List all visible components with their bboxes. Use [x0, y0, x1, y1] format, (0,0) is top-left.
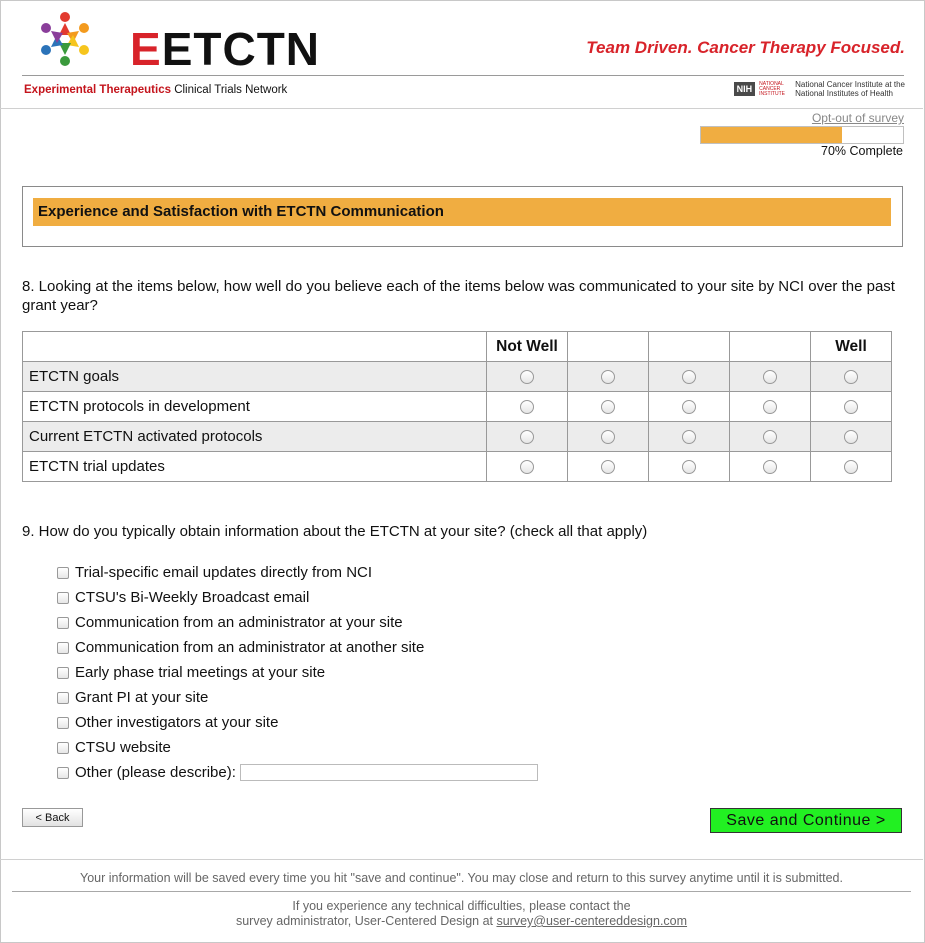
checkbox-label[interactable]: CTSU website: [75, 739, 171, 756]
question-8-matrix: [22, 331, 892, 482]
checkbox-option[interactable]: [57, 610, 538, 635]
section-header-box: [22, 186, 903, 247]
checkbox[interactable]: [57, 742, 69, 754]
matrix-row: [23, 392, 892, 422]
checkbox[interactable]: [57, 692, 69, 704]
contact-info: [0, 899, 923, 929]
header-bottom-divider: [0, 108, 923, 109]
checkbox-option-other[interactable]: [57, 760, 538, 785]
checkbox-option[interactable]: [57, 735, 538, 760]
progress-label: 70% Complete: [821, 144, 903, 158]
checkbox-option[interactable]: [57, 710, 538, 735]
nci-line2: National Institutes of Health: [795, 89, 893, 98]
scale-2-label: [568, 332, 649, 362]
checkbox-label[interactable]: Early phase trial meetings at your site: [75, 664, 326, 681]
checkbox-label[interactable]: Communication from an administrator at another site: [75, 639, 425, 656]
nci-text: [795, 80, 905, 98]
checkbox-option[interactable]: [57, 685, 538, 710]
checkbox[interactable]: [57, 617, 69, 629]
network-name-red: Experimental Therapeutics: [24, 84, 171, 96]
nih-badge: NIH: [734, 82, 756, 96]
checkbox-option[interactable]: [57, 585, 538, 610]
footer-divider: [0, 859, 923, 860]
progress-fill: [701, 127, 842, 143]
checkbox-label[interactable]: Other investigators at your site: [75, 714, 279, 731]
scale-low-label: Not Well: [487, 332, 568, 362]
scale-3-label: [649, 332, 730, 362]
contact-line1: If you experience any technical difficulties, please contact the: [292, 899, 631, 913]
other-describe-input[interactable]: [240, 764, 538, 781]
matrix-row-label: Current ETCTN activated protocols: [23, 422, 487, 452]
checkbox-label[interactable]: CTSU's Bi-Weekly Broadcast email: [75, 589, 310, 606]
back-button[interactable]: < Back: [22, 808, 83, 827]
checkbox-option[interactable]: [57, 635, 538, 660]
rating-radio[interactable]: [601, 430, 615, 444]
checkbox[interactable]: [57, 767, 69, 779]
question-9-text: 9. How do you typically obtain information about the ETCTN at your site? (check all that apply): [22, 523, 648, 540]
rating-radio[interactable]: [601, 370, 615, 384]
scale-high-label: Well: [811, 332, 892, 362]
scale-4-label: [730, 332, 811, 362]
etctn-logo: [30, 8, 321, 75]
matrix-header-blank: [23, 332, 487, 362]
matrix-row: [23, 422, 892, 452]
save-note: Your information will be saved every time you hit "save and continue". You may close and return to this survey anytime until it is submitted.: [80, 871, 843, 885]
contact-line2: survey administrator, User-Centered Design at: [235, 914, 497, 928]
rating-radio[interactable]: [763, 400, 777, 414]
rating-radio[interactable]: [682, 370, 696, 384]
question-8-text: 8. Looking at the items below, how well do you believe each of the items below was communicated to your site by NCI over the past grant year?: [22, 278, 895, 314]
rating-radio[interactable]: [520, 370, 534, 384]
checkbox[interactable]: [57, 717, 69, 729]
checkbox-option[interactable]: [57, 560, 538, 585]
checkbox-label[interactable]: Communication from an administrator at your site: [75, 614, 403, 631]
nci-line1: National Cancer Institute at the: [795, 80, 905, 89]
checkbox-label[interactable]: Other (please describe):: [75, 764, 236, 781]
matrix-row: [23, 452, 892, 482]
save-and-continue-button[interactable]: Save and Continue >: [710, 808, 902, 833]
network-name-rest: Clinical Trials Network: [171, 84, 288, 96]
logo-wordmark: EETCTN: [130, 23, 321, 75]
rating-radio[interactable]: [844, 460, 858, 474]
rating-radio[interactable]: [601, 400, 615, 414]
checkbox[interactable]: [57, 567, 69, 579]
header-divider: [22, 75, 904, 76]
section-title: Experience and Satisfaction with ETCTN Communication: [33, 198, 891, 226]
nih-branding: [734, 80, 905, 98]
people-circle-icon: [30, 8, 100, 70]
rating-radio[interactable]: [844, 400, 858, 414]
logo-text: ETCTN: [161, 23, 321, 75]
nci-mark: NATIONAL CANCER INSTITUTE: [759, 80, 785, 97]
matrix-row: [23, 362, 892, 392]
question-9-options: [57, 560, 538, 785]
matrix-row-label: ETCTN trial updates: [23, 452, 487, 482]
checkbox[interactable]: [57, 592, 69, 604]
tagline: Team Driven. Cancer Therapy Focused.: [586, 38, 905, 57]
rating-radio[interactable]: [844, 430, 858, 444]
rating-radio[interactable]: [520, 460, 534, 474]
rating-radio[interactable]: [682, 430, 696, 444]
contact-email-link[interactable]: survey@user-centereddesign.com: [496, 914, 688, 928]
rating-radio[interactable]: [763, 370, 777, 384]
rating-radio[interactable]: [520, 430, 534, 444]
matrix-header-row: [23, 332, 892, 362]
rating-radio[interactable]: [520, 400, 534, 414]
checkbox-option[interactable]: [57, 660, 538, 685]
network-name: [24, 84, 287, 96]
matrix-row-label: ETCTN goals: [23, 362, 487, 392]
matrix-row-label: ETCTN protocols in development: [23, 392, 487, 422]
rating-radio[interactable]: [682, 460, 696, 474]
progress-bar: [700, 126, 904, 144]
checkbox[interactable]: [57, 642, 69, 654]
rating-radio[interactable]: [601, 460, 615, 474]
opt-out-link[interactable]: Opt-out of survey: [811, 111, 904, 125]
rating-radio[interactable]: [682, 400, 696, 414]
footer-divider-2: [12, 891, 911, 892]
rating-radio[interactable]: [763, 460, 777, 474]
checkbox-label[interactable]: Trial-specific email updates directly from NCI: [75, 564, 373, 581]
rating-radio[interactable]: [844, 370, 858, 384]
rating-radio[interactable]: [763, 430, 777, 444]
checkbox-label[interactable]: Grant PI at your site: [75, 689, 209, 706]
checkbox[interactable]: [57, 667, 69, 679]
